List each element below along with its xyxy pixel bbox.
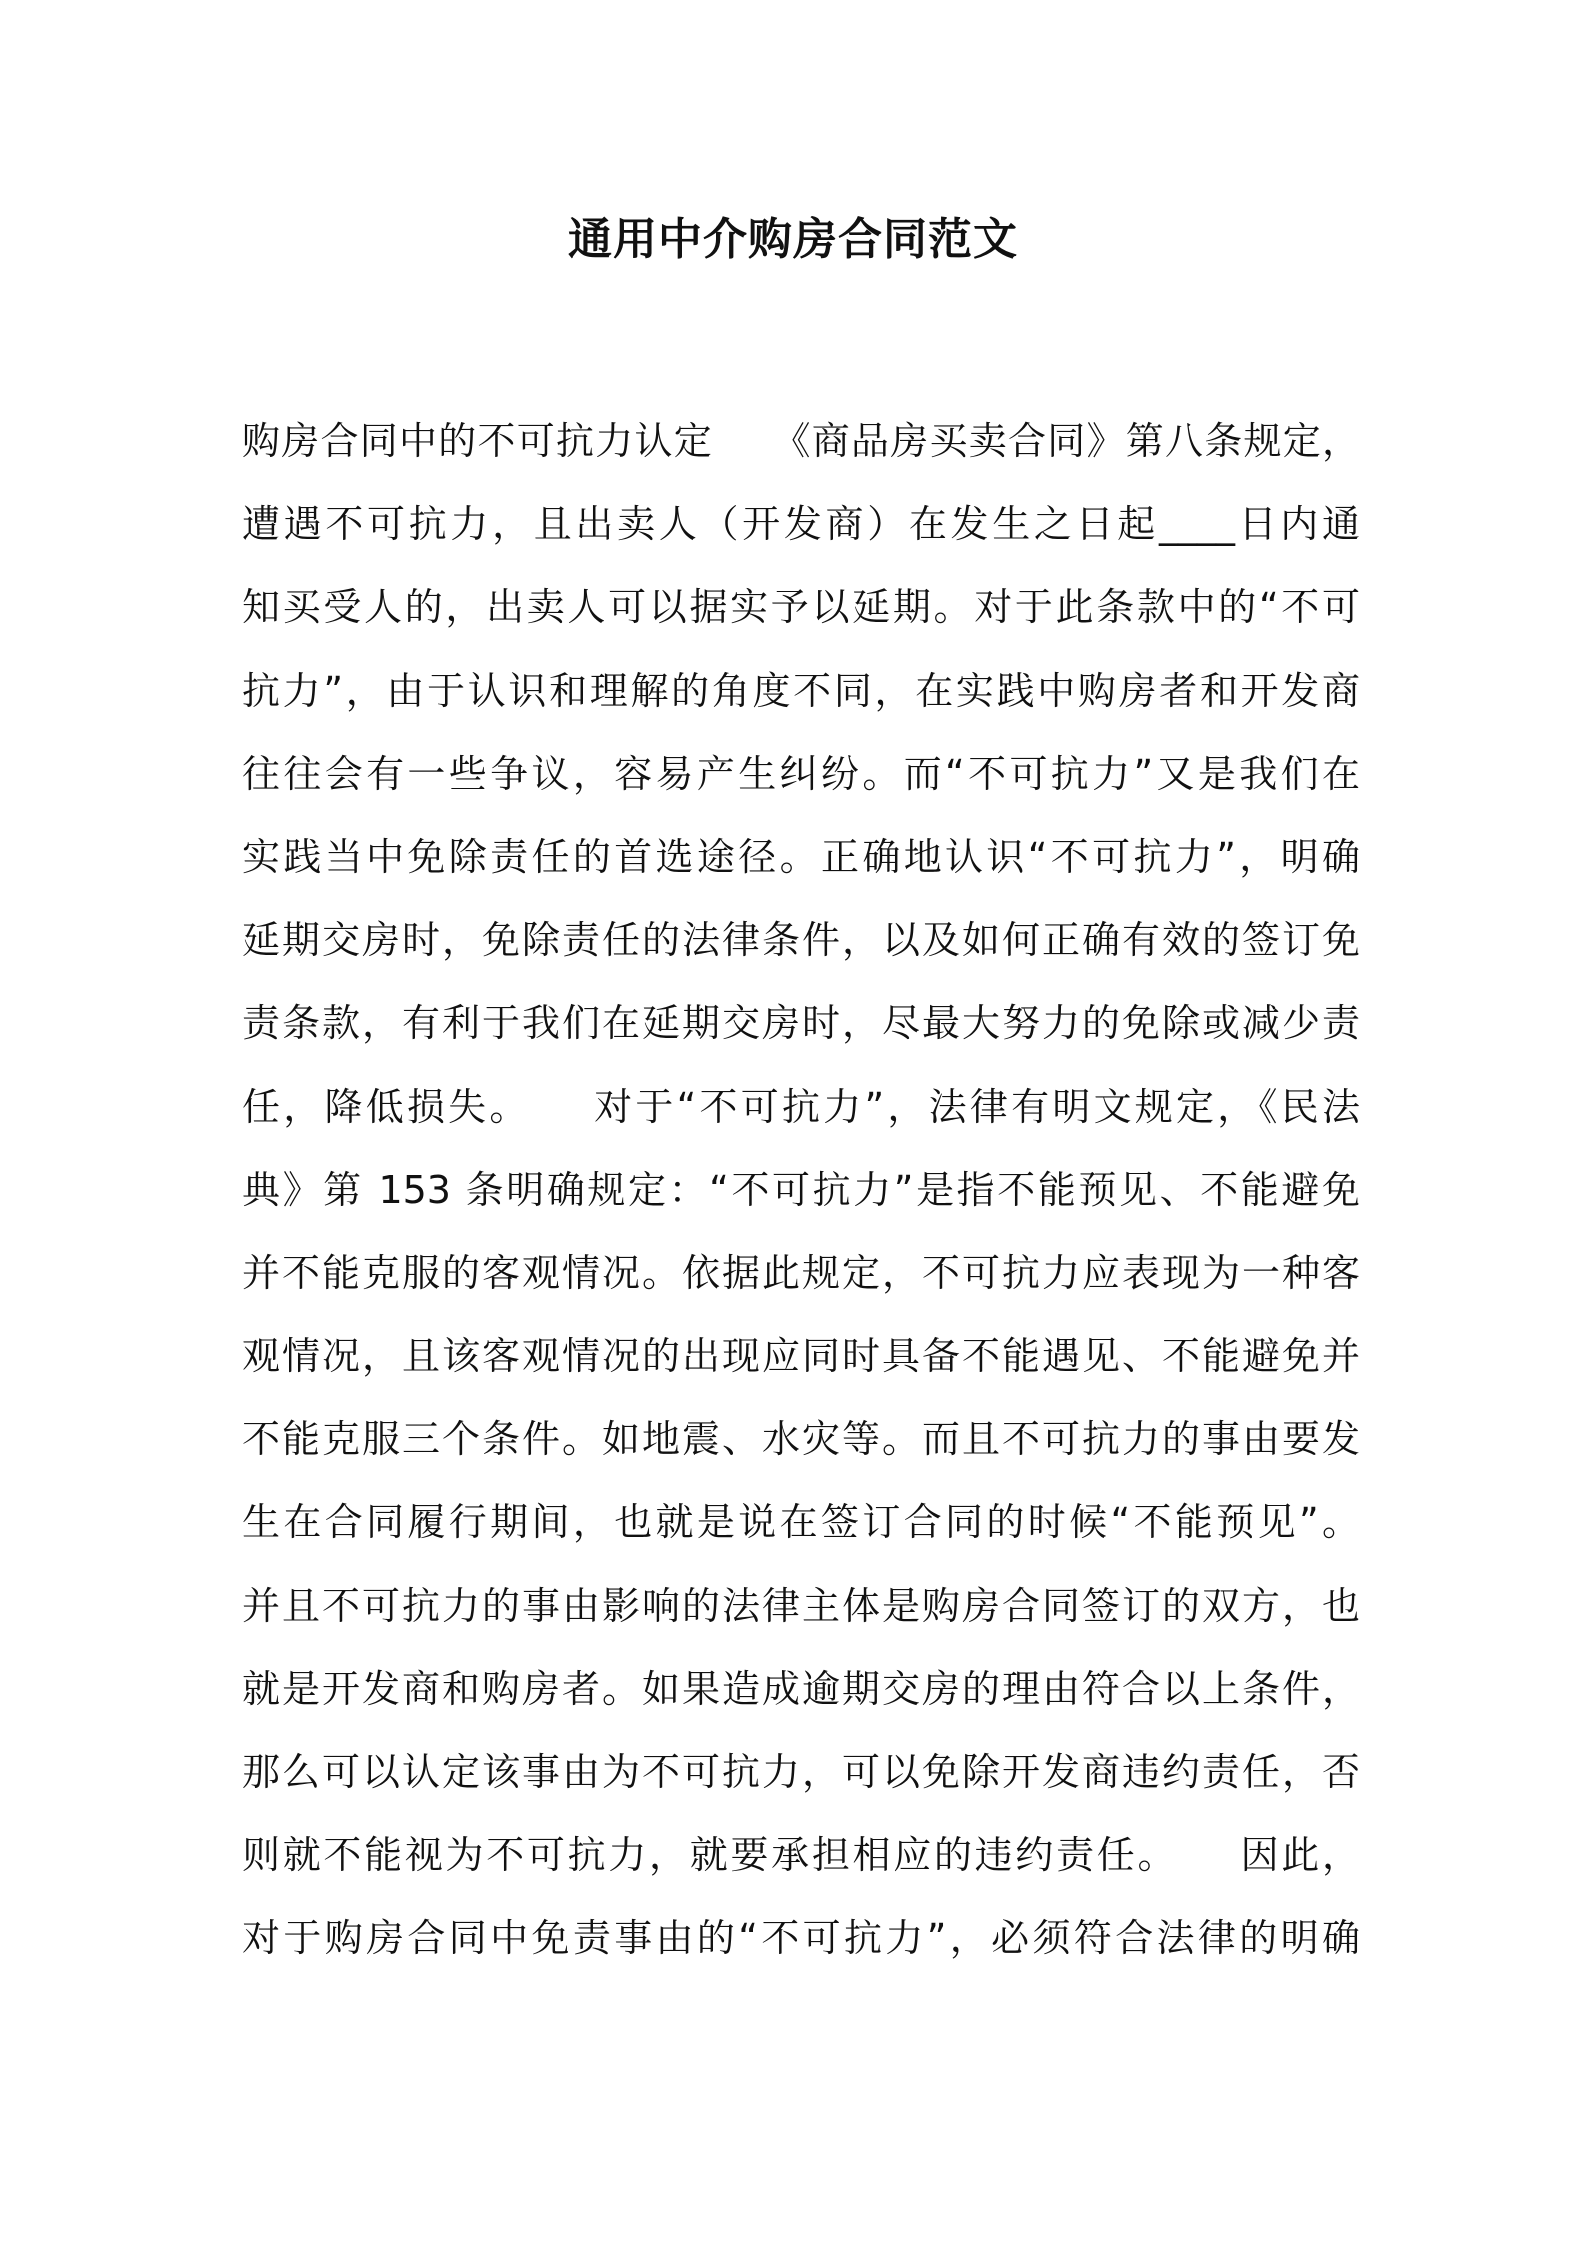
text-line: 典》第 153 条明确规定：“不可抗力”是指不能预见、不能避免	[242, 1167, 1360, 1212]
text-line: 就是开发商和购房者。如果造成逾期交房的理由符合以上条件，	[242, 1666, 1360, 1711]
text-line: 遭遇不可抗力，且出卖人（开发商）在发生之日起____日内通	[242, 502, 1360, 547]
text-line: 实践当中免除责任的首选途径。正确地认识“不可抗力”，明确	[242, 834, 1360, 879]
text-line: 抗力”，由于认识和理解的角度不同，在实践中购房者和开发商	[242, 668, 1360, 713]
text-line: 并且不可抗力的事由影响的法律主体是购房合同签订的双方，也	[242, 1583, 1360, 1628]
document-body	[242, 400, 1360, 1981]
text-line: 知买受人的，出卖人可以据实予以延期。对于此条款中的“不可	[242, 585, 1360, 630]
text-line: 并不能克服的客观情况。依据此规定，不可抗力应表现为一种客	[242, 1250, 1360, 1295]
text-line: 责条款，有利于我们在延期交房时，尽最大努力的免除或减少责	[242, 1001, 1360, 1046]
text-line: 生在合同履行期间，也就是说在签订合同的时候“不能预见”。	[242, 1500, 1360, 1545]
text-line: 购房合同中的不可抗力认定 《商品房买卖合同》第八条规定，	[242, 419, 1360, 463]
text-line: 往往会有一些争议，容易产生纠纷。而“不可抗力”又是我们在	[242, 751, 1360, 796]
text-line: 那么可以认定该事由为不可抗力，可以免除开发商违约责任，否	[242, 1750, 1360, 1794]
document-title: 通用中介购房合同范文	[568, 214, 1018, 265]
text-line: 观情况，且该客观情况的出现应同时具备不能遇见、不能避免并	[242, 1334, 1360, 1379]
text-line: 对于购房合同中免责事由的“不可抗力”，必须符合法律的明确	[242, 1916, 1360, 1961]
text-line: 则就不能视为不可抗力，就要承担相应的违约责任。 因此，	[242, 1833, 1360, 1878]
text-line: 延期交房时，免除责任的法律条件，以及如何正确有效的签订免	[242, 918, 1360, 963]
text-line: 任，降低损失。 对于“不可抗力”，法律有明文规定，《民法	[242, 1084, 1360, 1129]
text-line: 不能克服三个条件。如地震、水灾等。而且不可抗力的事由要发	[242, 1417, 1360, 1462]
